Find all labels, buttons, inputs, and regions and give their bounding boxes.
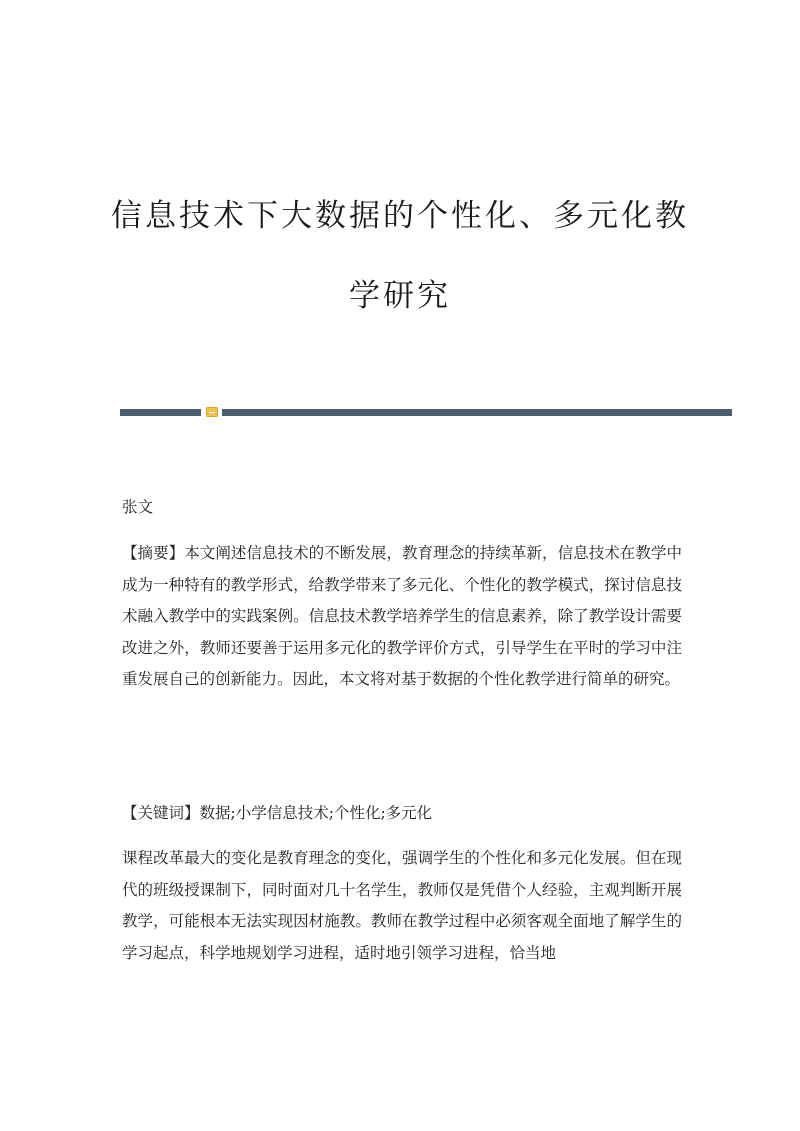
keywords-label: 【关键词】: [122, 804, 200, 822]
body-paragraph: 课程改革最大的变化是教育理念的变化，强调学生的个性化和多元化发展。但在现代的班级授课制下，同时面对几十名学生，教师仅是凭借个人经验，主观判断开展教学，可能根本无法实现因材施教。教师在教学过程中必须客观全面地了解学生的学习起点，科学地规划学习进程，适时地引领学习进程，恰当地: [122, 849, 682, 962]
keywords-paragraph: [122, 798, 682, 830]
author-name: 张文: [122, 498, 154, 516]
divider-left-bar: [120, 409, 201, 416]
abstract-label: 【摘要】: [122, 544, 185, 562]
page-title-line-2: 学研究: [349, 278, 451, 314]
divider-right-bar: [222, 409, 732, 416]
page-title-line-1: 信息技术下大数据的个性化、多元化教: [111, 198, 689, 234]
keywords-text: 数据;小学信息技术;个性化;多元化: [199, 804, 433, 822]
title-divider: [120, 409, 732, 417]
abstract-paragraph: [122, 538, 682, 696]
envelope-icon: [206, 407, 218, 417]
abstract-text: 本文阐述信息技术的不断发展，教育理念的持续革新，信息技术在教学中成为一种特有的教学形式，给教学带来了多元化、个性化的教学模式，探讨信息技术融入教学中的实践案例。信息技术教学培养学生的信息素养，除了教学设计需要改进之外，教师还要善于运用多元化的教学评价方式，引导学生在平时的学习中注重发展自己的创新能力。因此，本文将对基于数据的个性化教学进行简单的研究。: [122, 544, 682, 688]
